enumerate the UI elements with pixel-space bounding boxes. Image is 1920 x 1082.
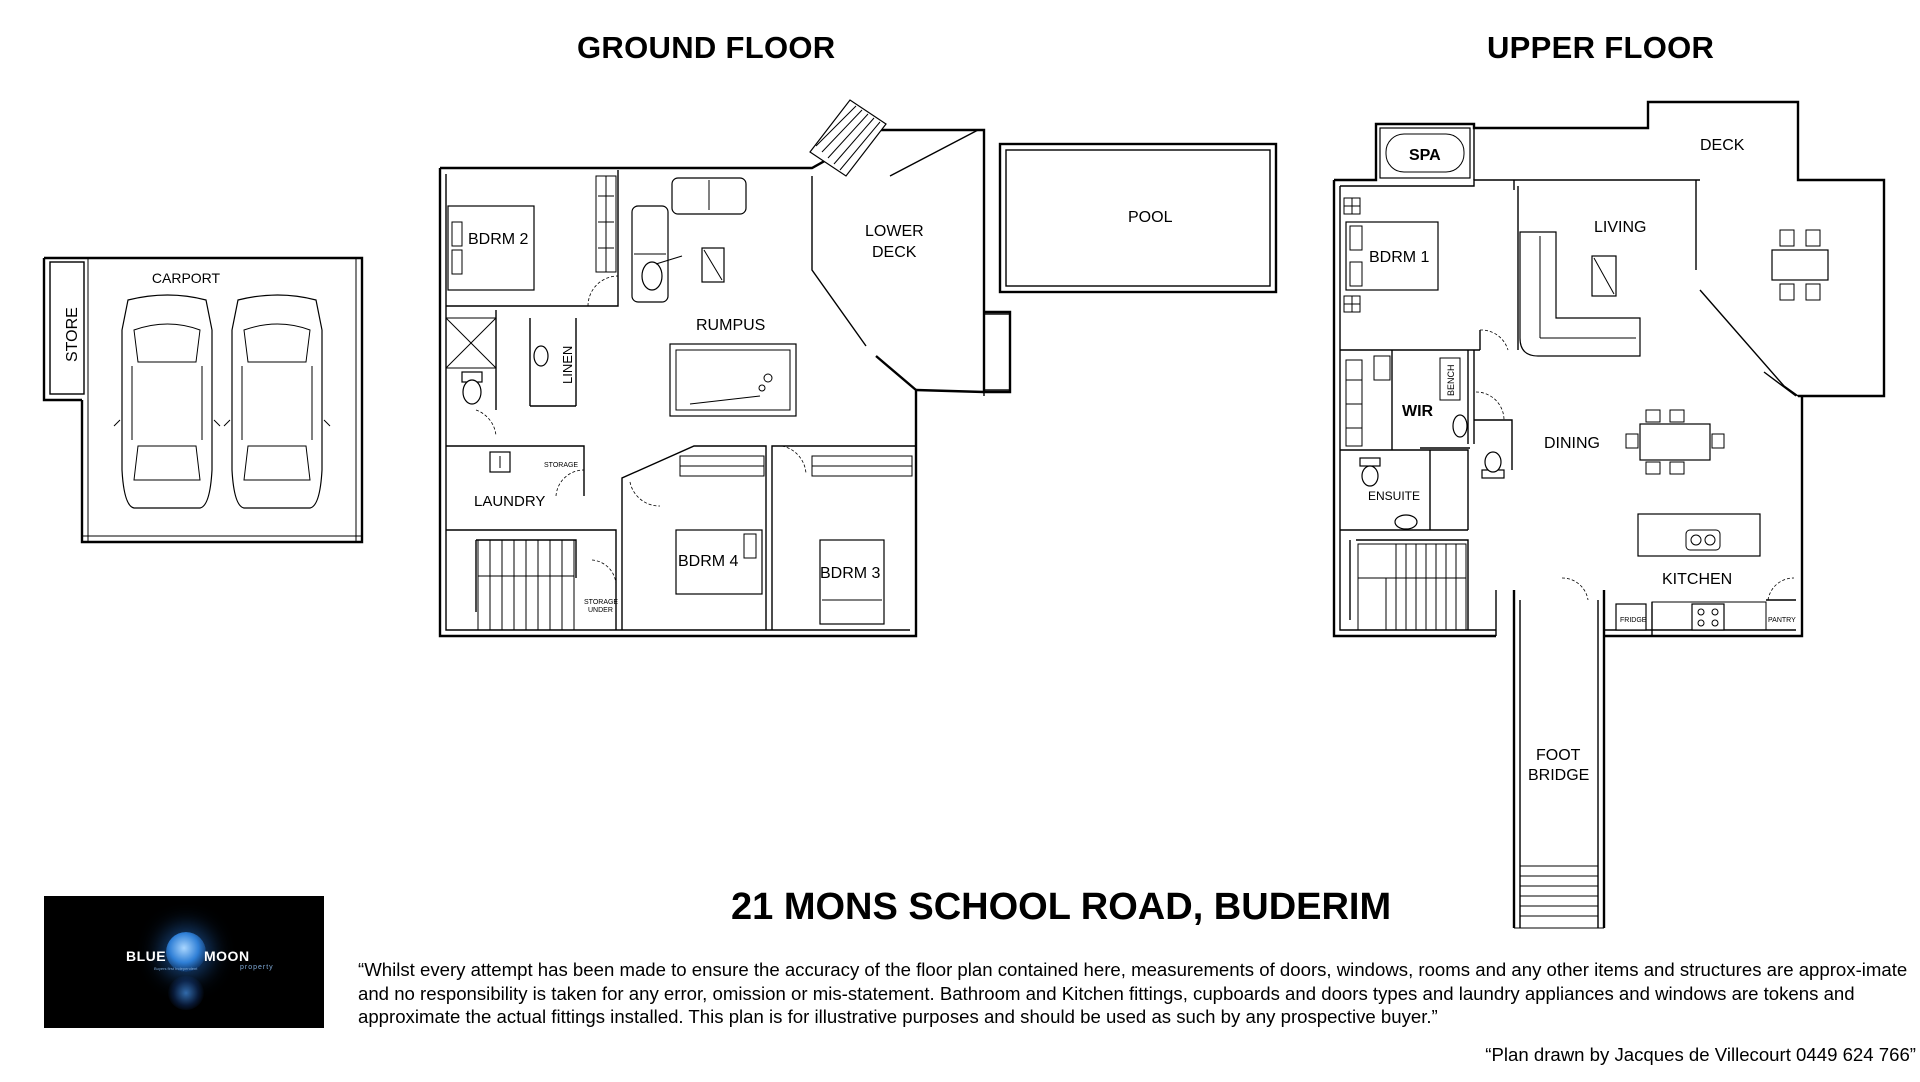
bdrm4-label: BDRM 4 (678, 553, 739, 570)
bedside-table-icon (1344, 198, 1360, 214)
door-swing-icon (592, 560, 616, 584)
toilet-icon (1482, 452, 1504, 478)
dining-label: DINING (1544, 435, 1600, 452)
basin-icon (534, 346, 548, 366)
toilet-icon (1360, 458, 1380, 486)
car-icon (114, 295, 220, 508)
rumpus-label: RUMPUS (696, 317, 766, 334)
dining-table-icon (1626, 410, 1724, 474)
logo-sub: property (240, 964, 274, 971)
sofa-icon (672, 178, 746, 214)
moon-reflection-icon (168, 976, 204, 1010)
foot-bridge-label: BRIDGE (1528, 767, 1590, 784)
kitchen-label: KITCHEN (1662, 571, 1733, 588)
basin-icon (1453, 415, 1467, 437)
storage-label: STORAGE (544, 462, 579, 469)
store-label: STORE (64, 307, 81, 362)
bedside-table-icon (1344, 296, 1360, 312)
bed-icon (448, 206, 534, 290)
door-swing-icon (1768, 578, 1794, 600)
basin-icon (1395, 515, 1417, 529)
stairs-icon (1358, 544, 1466, 630)
door-swing-icon (630, 482, 660, 506)
laundry-label: LAUNDRY (474, 493, 546, 510)
ground-floor-title: GROUND FLOOR (577, 30, 836, 65)
laundry-tub-icon (490, 452, 510, 472)
wardrobe-icon (812, 456, 912, 476)
living-label: LIVING (1594, 219, 1647, 236)
ensuite-label: ENSUITE (1368, 489, 1421, 503)
bdrm3-label: BDRM 3 (820, 565, 881, 582)
door-swing-icon (782, 446, 806, 474)
wardrobe-icon (1346, 356, 1390, 446)
door-swing-icon (588, 276, 618, 306)
lower-deck-label: DECK (872, 244, 917, 261)
coffee-table-icon (1592, 256, 1616, 296)
bench-label: BENCH (1446, 364, 1456, 396)
door-swing-icon (476, 410, 496, 436)
deck-label: DECK (1700, 137, 1745, 154)
linen-label: LINEN (560, 345, 575, 384)
foot-bridge-label: FOOT (1536, 747, 1581, 764)
cooktop-icon (1692, 604, 1724, 630)
storage-under-label: STORAGE (584, 599, 619, 606)
sofa-icon (1520, 232, 1640, 356)
toilet-icon (462, 372, 482, 404)
property-address: 21 MONS SCHOOL ROAD, BUDERIM (731, 886, 1392, 928)
wardrobe-icon (596, 176, 616, 272)
door-swing-icon (556, 470, 584, 496)
logo-word-right: MOON (204, 948, 250, 964)
bed-icon (820, 540, 884, 624)
door-swing-icon (1480, 330, 1508, 350)
logo-word-left: BLUE (126, 948, 167, 964)
carport-label: CARPORT (151, 270, 221, 286)
bdrm2-label: BDRM 2 (468, 231, 529, 248)
bdrm1-label: BDRM 1 (1369, 249, 1430, 266)
wardrobe-icon (680, 456, 764, 476)
blue-moon-logo (44, 896, 324, 1028)
credit-text: “Plan drawn by Jacques de Villecourt 0449 624 766” (1485, 1044, 1916, 1065)
door-swing-icon (1476, 392, 1504, 420)
storage-under-label: UNDER (588, 607, 613, 614)
fridge-label: FRIDGE (1620, 617, 1647, 624)
upper-floor-title: UPPER FLOOR (1487, 30, 1715, 65)
coffee-table-icon (702, 248, 724, 282)
wir-label: WIR (1402, 403, 1434, 420)
door-swing-icon (1562, 578, 1588, 600)
pool-label: POOL (1128, 209, 1173, 226)
deck-steps-icon (810, 100, 886, 176)
spa-label: SPA (1409, 147, 1441, 164)
pantry-label: PANTRY (1768, 617, 1796, 624)
disclaimer-text: “Whilst every attempt has been made to ensure the accuracy of the floor plan contained here, measurements of doors, windows, rooms and any other items and structures are approx-imate and no responsibility is taken for any error, omission or mis-statement. Bathroom and Kitchen fittings, cupboards and doors types and laundry appliances and windows are tokens and approximate the actual fittings installed. This plan is for illustrative purposes and should be used as such by any prospective buyer.” (358, 959, 1908, 1027)
logo-tagline: Buyers first Independent (154, 966, 198, 971)
lower-deck-label: LOWER (865, 223, 924, 240)
kitchen-island-icon (1638, 514, 1760, 556)
stairs-icon (478, 540, 574, 630)
pool-table-icon (670, 344, 796, 416)
dining-table-icon (1772, 230, 1828, 300)
car-icon (224, 295, 330, 508)
